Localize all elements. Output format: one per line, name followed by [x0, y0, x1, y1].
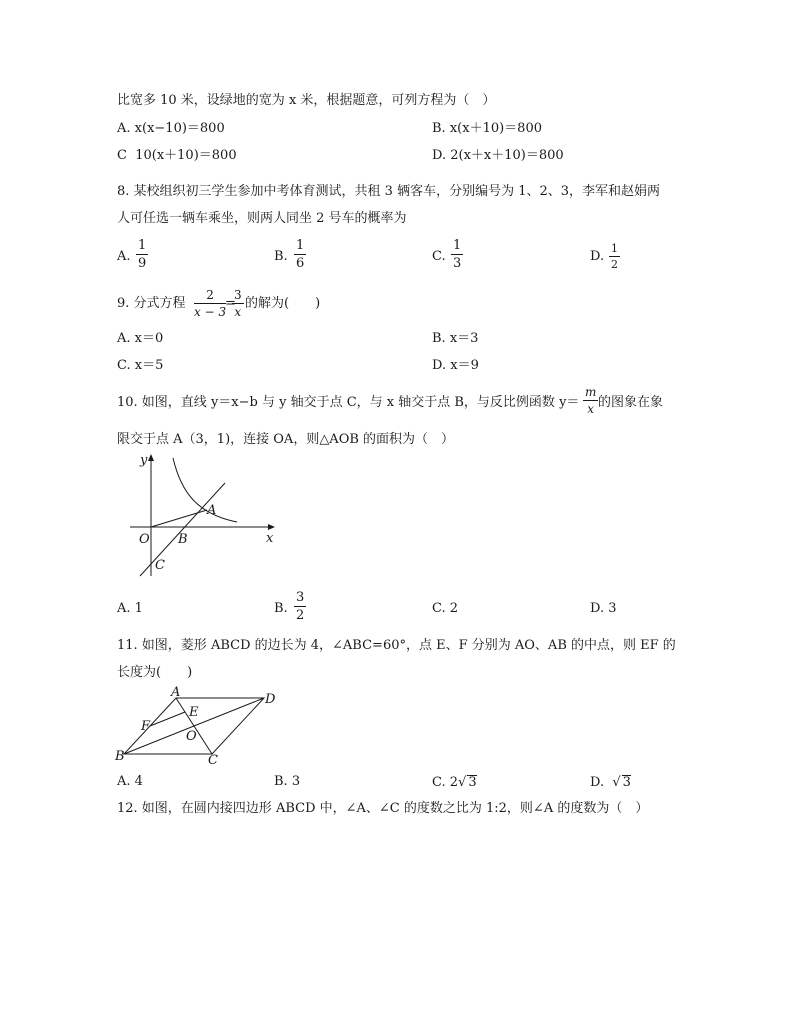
q11-option-b: B. 3 [274, 774, 301, 789]
q9-option-a: A. x＝0 [117, 331, 164, 346]
q10-option-b-fraction: $\frac{3}{2}$ [296, 590, 305, 623]
q11-label-c: C [208, 753, 218, 768]
q12-stem: 12. 如图，在圆内接四边形 ABCD 中，∠A、∠C 的度数之比为 1:2，则∠A 的度数为（ ） [117, 801, 649, 816]
q10-y-arrow [148, 454, 154, 461]
q11-figure [112, 686, 282, 768]
q8-option-b-label: B. [274, 249, 288, 264]
q9-option-c: C. x＝5 [117, 358, 164, 373]
q10-stem-line1a: 10. 如图，直线 y＝x−b 与 y 轴交于点 C，与 x 轴交于点 B，与反比例函数 y＝ [117, 395, 580, 410]
q8-option-a-fraction: $\frac{1}{9}$ [138, 238, 147, 271]
q10-option-a: A. 1 [117, 601, 143, 616]
q10-stem-fraction: $\frac{m}{x}$ [585, 385, 597, 416]
q10-label-b: B [178, 532, 188, 547]
q11-option-a: A. 4 [117, 774, 143, 789]
q11-label-d: D [265, 692, 276, 707]
q7-option-a: A. x(x−10)＝800 [117, 121, 225, 136]
q11-stem-line1: 11. 如图，菱形 ABCD 的边长为 4，∠ABC=60°，点 E、F 分别为 AO、AB 的中点，则 EF 的 [117, 638, 676, 653]
q11-option-d: D. √ 3 [590, 775, 631, 790]
q10-option-d: D. 3 [590, 601, 617, 616]
q10-label-a: A [207, 503, 217, 518]
q10-option-c: C. 2 [432, 601, 459, 616]
q11-label-e: E [189, 705, 199, 720]
q7-option-d: D. 2(x＋x＋10)＝800 [432, 148, 564, 163]
q8-stem-line1: 8. 某校组织初三学生参加中考体育测试，共租 3 辆客车，分别编号为 1、2、3，李军和赵娟两 [117, 184, 661, 199]
q8-option-b-fraction: $\frac{1}{6}$ [296, 238, 305, 271]
q9-fraction-right: $\frac{3}{x}$ [234, 288, 242, 319]
q11-label-b: B [115, 749, 125, 764]
q8-option-d-fraction: $\frac{1}{2}$ [611, 242, 618, 271]
q11-option-c: C. 2√ 3 [432, 775, 477, 790]
q8-option-a-label: A. [117, 249, 131, 264]
q10-label-y: y [140, 453, 148, 468]
q9-option-b: B. x＝3 [432, 331, 479, 346]
q11-stem-line2: 长度为( ) [117, 665, 193, 680]
q9-prefix: 9. 分式方程 [117, 296, 186, 311]
q11-segment-ef [150, 712, 185, 726]
q8-option-d-label: D. [590, 249, 605, 264]
q8-option-c-label: C. [432, 249, 446, 264]
q11-label-f: F [141, 719, 151, 734]
q10-figure [125, 452, 285, 580]
q9-equals: = [225, 296, 236, 311]
q9-option-d: D. x＝9 [432, 358, 479, 373]
q10-option-b-label: B. [274, 601, 288, 616]
q9-fraction-left: $\frac{2}{x - 3}$ [194, 288, 227, 319]
q7-stem: 比宽多 10 米，设绿地的宽为 x 米，根据题意，可列方程为（ ） [117, 93, 496, 108]
q10-stem-line1b: 的图象在象 [598, 395, 664, 410]
q10-stem-line2: 限交于点 A（3，1)，连接 OA，则△AOB 的面积为（ ） [117, 432, 455, 447]
q10-segment-oa [151, 510, 207, 527]
q11-label-o: O [186, 729, 197, 744]
q10-label-o: O [139, 532, 150, 547]
q8-option-c-fraction: $\frac{1}{3}$ [453, 238, 462, 271]
q10-line [140, 483, 225, 576]
q8-stem-line2: 人可任选一辆车乘坐，则两人同坐 2 号车的概率为 [117, 211, 407, 226]
q10-label-c: C [155, 558, 165, 573]
q11-label-a: A [171, 686, 181, 700]
q7-option-c: C 10(x＋10)＝800 [117, 148, 237, 163]
q10-x-arrow [268, 524, 275, 530]
q10-hyperbola [173, 458, 237, 522]
q9-suffix: 的解为( ) [245, 296, 321, 311]
q10-label-x: x [266, 531, 274, 546]
q7-option-b: B. x(x＋10)＝800 [432, 121, 542, 136]
